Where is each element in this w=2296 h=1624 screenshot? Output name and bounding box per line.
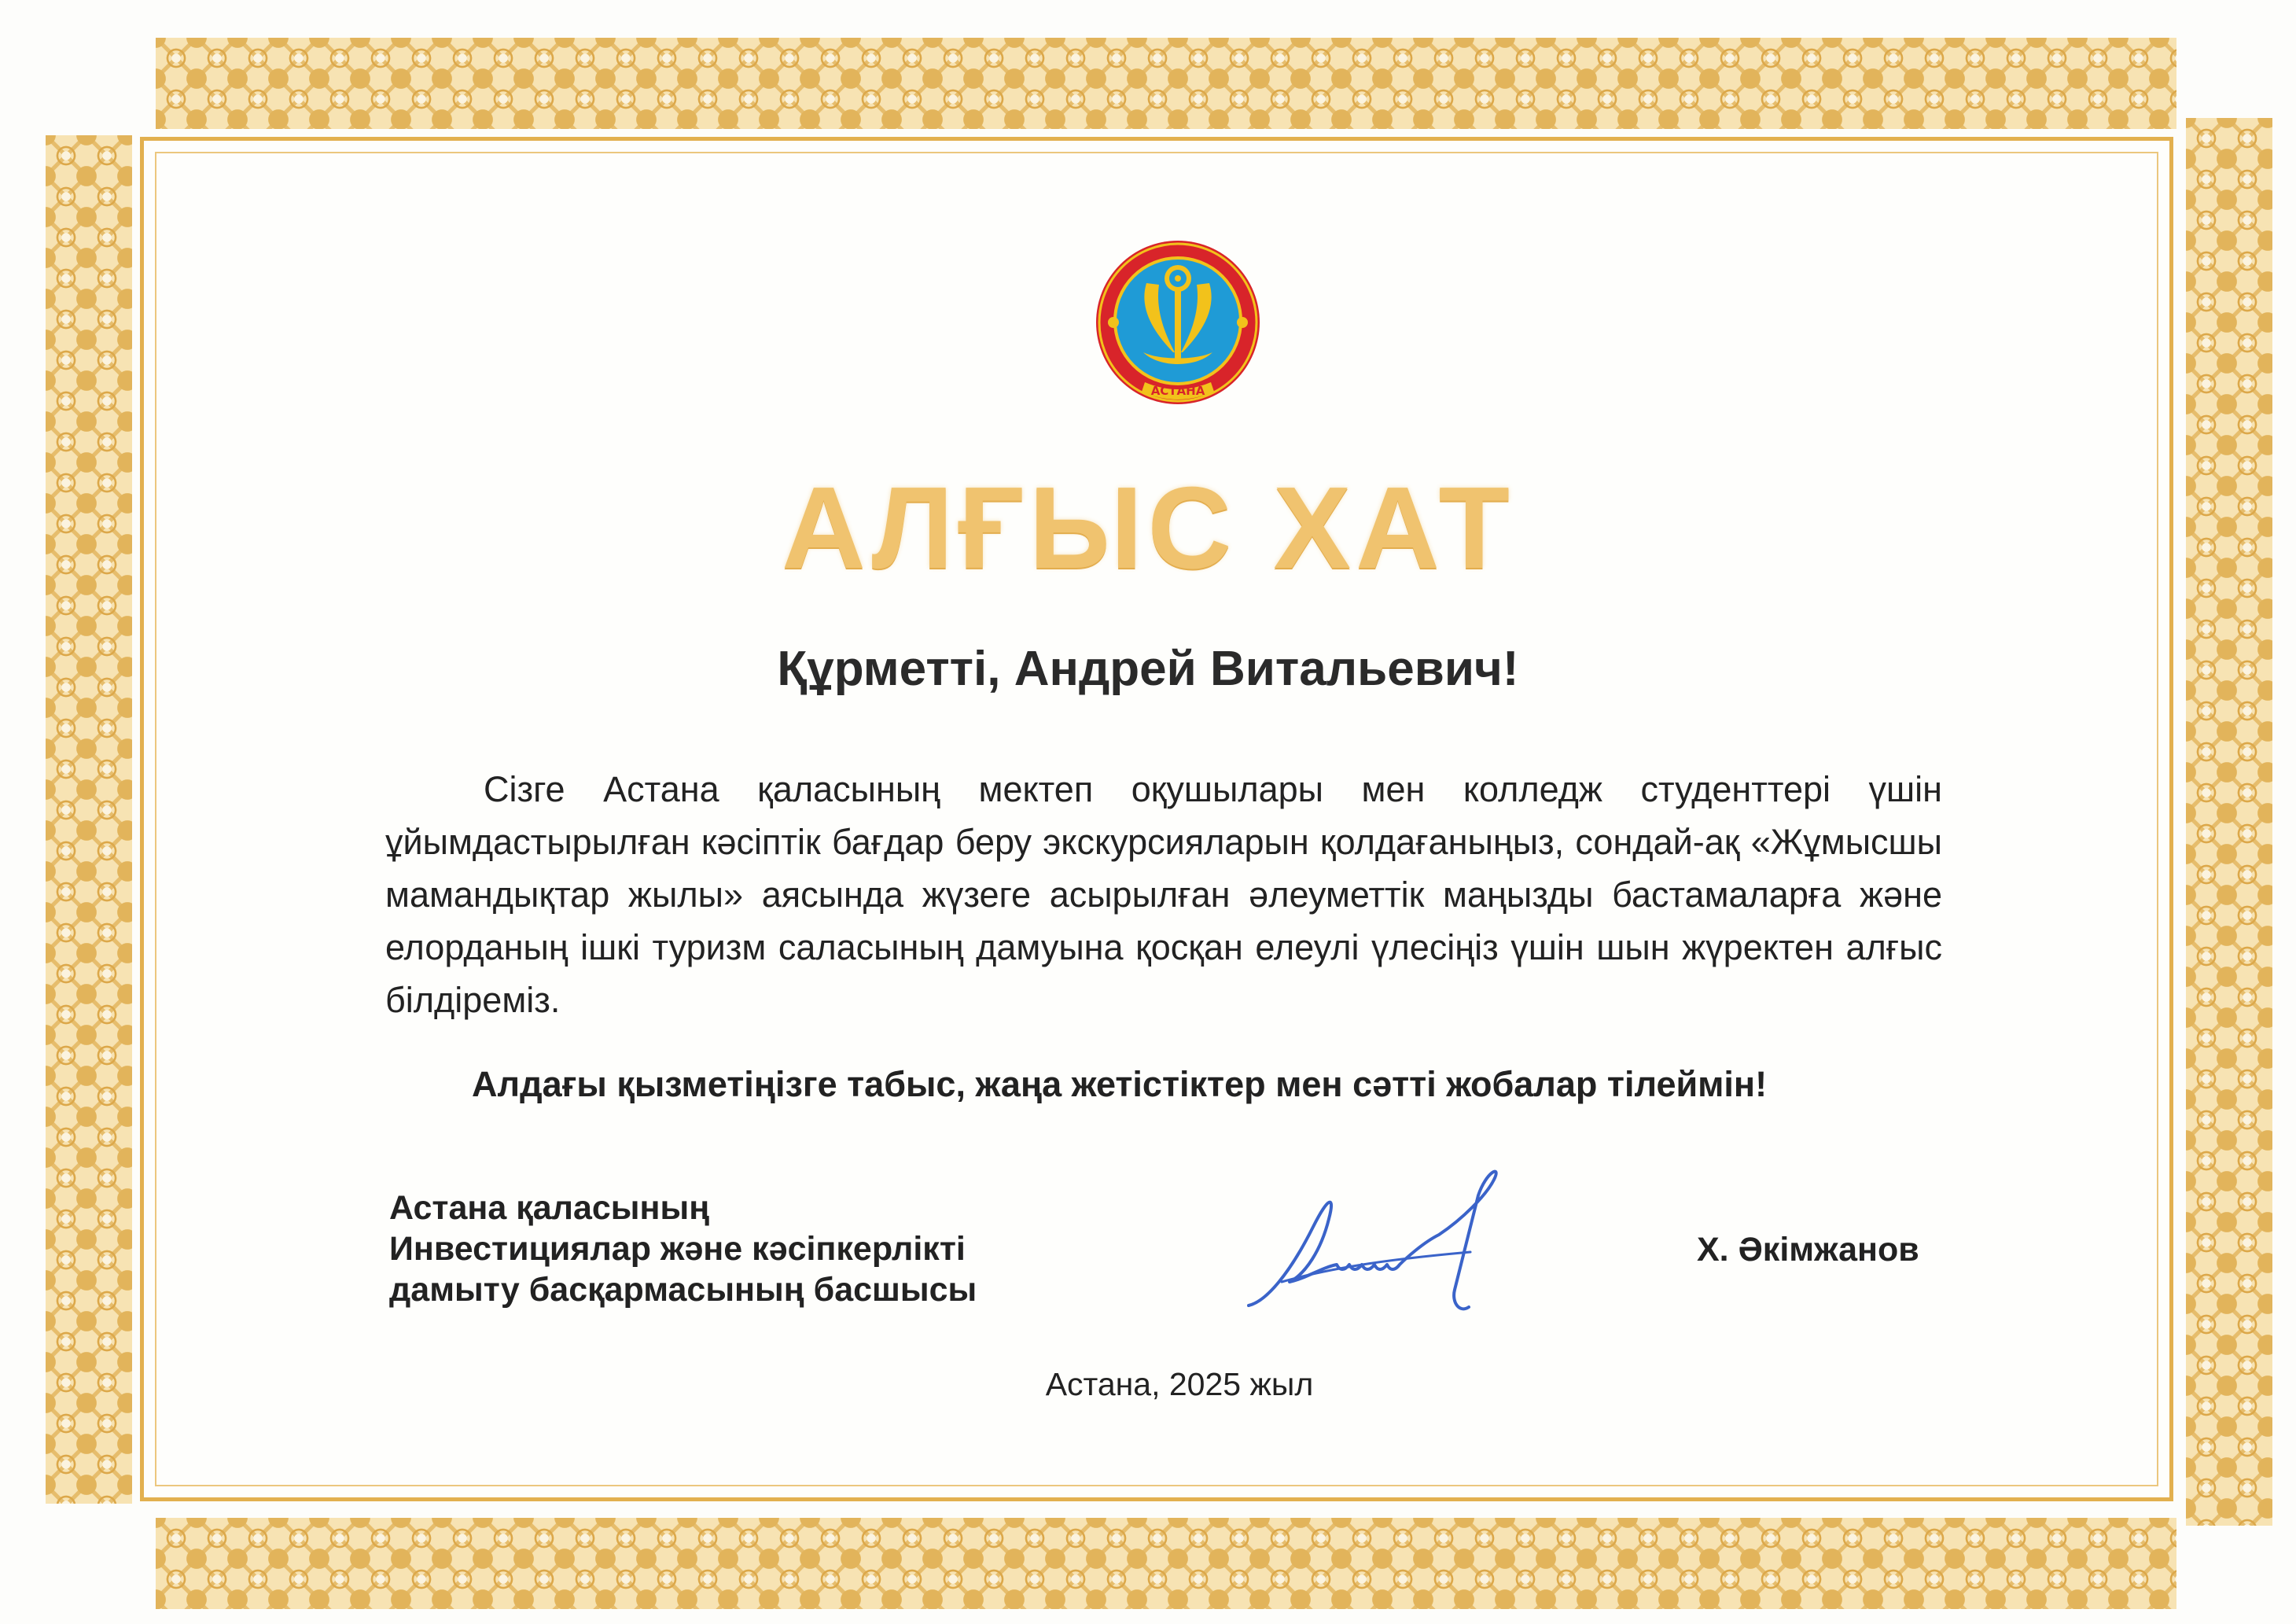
signer-position-line: дамыту басқармасының басшысы — [389, 1271, 977, 1309]
handwritten-signature — [1242, 1164, 1525, 1321]
document-title: АЛҒЫС ХАТ — [782, 463, 1514, 593]
signer-position-line: Астана қаласының — [389, 1189, 710, 1227]
ornament-border-right — [2186, 118, 2272, 1526]
signer-name: Х. Әкімжанов — [1697, 1231, 1919, 1269]
astana-emblem-icon — [1091, 234, 1264, 414]
emblem-caption: АСТАНА — [1150, 384, 1205, 398]
gratitude-paragraph: Сізге Астана қаласының мектеп оқушылары мен колледж студенттері үшін ұйымдастырылған кәсіптік бағдар беру экскурсияларын қолдағаныңыз, сондай-ақ «Жұмысшы мамандықтар жылы» аясында жүзеге асырылған әлеуметтік маңызды бастамаларға және елорданың ішкі туризм саласының дамуына қосқан елеулі үлесіңіз үшін шын жүректен алғыс білдіреміз. — [385, 769, 1942, 1020]
salutation: Құрметті, Андрей Витальевич! — [777, 642, 1519, 696]
ornament-border-bottom — [156, 1518, 2176, 1609]
signer-position — [389, 1188, 1097, 1310]
ornament-border-left — [46, 135, 132, 1504]
signer-position-line: Инвестициялар және кәсіпкерлікті — [389, 1230, 966, 1268]
ornament-border-top — [156, 38, 2176, 129]
closing-wish: Алдағы қызметіңізге табыс, жаңа жетістіктер мен сәтті жобалар тілеймін! — [472, 1064, 1768, 1104]
place-and-date: Астана, 2025 жыл — [1045, 1366, 1314, 1402]
